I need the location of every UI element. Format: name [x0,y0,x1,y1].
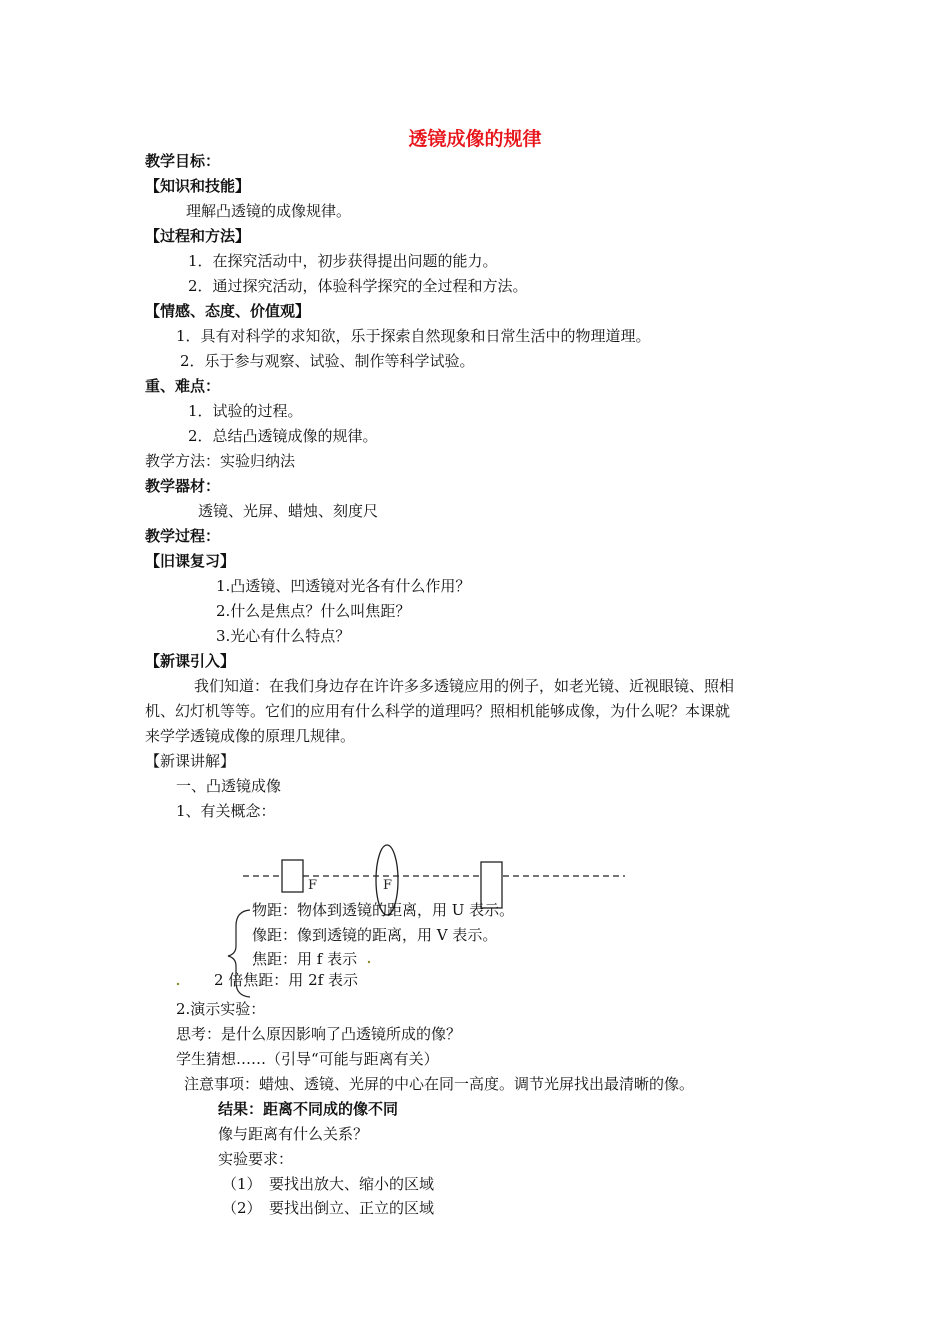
concept-double-focal-length: 2 倍焦距：用 2f 表示 [214,971,358,989]
experiment-requirements: 实验要求： [218,1150,294,1168]
heading-key-points: 重、难点： [145,377,221,395]
knowledge-item: 理解凸透镜的成像规律。 [186,202,352,220]
focus-label-left: F [308,878,318,893]
stray-dot [177,983,179,985]
heading-procedure: 教学过程： [145,527,221,545]
focus-label-right: F [383,878,393,893]
review-item-3: 3.光心有什么特点？ [216,627,351,645]
teaching-method: 教学方法：实验归纳法 [145,452,296,470]
concept-image-distance: 像距：像到透镜的距离，用 V 表示。 [252,926,498,944]
equipment-list: 透镜、光屏、蜡烛、刻度尺 [198,502,379,520]
process-item-1: 1．在探究活动中，初步获得提出问题的能力。 [188,252,498,270]
page-title: 透镜成像的规律 [408,128,542,150]
heading-equipment: 教学器材： [145,477,221,495]
intro-paragraph-line-2: 机、幻灯机等等。它们的应用有什么科学的道理吗？照相机能够成像，为什么呢？本课就 [145,702,731,720]
review-item-2: 2.什么是焦点？什么叫焦距？ [216,602,411,620]
heading-introduction: 【新课引入】 [145,652,236,670]
heading-values: 【情感、态度、价值观】 [145,302,311,320]
heading-process: 【过程和方法】 [145,227,251,245]
intro-paragraph-line-1: 我们知道：在我们身边存在许许多多透镜应用的例子，如老光镜、近视眼镜、照相 [194,677,735,695]
notes: 注意事项：蜡烛、透镜、光屏的中心在同一高度。调节光屏找出最清晰的像。 [184,1075,695,1093]
section-convex-lens: 一、凸透镜成像 [176,777,282,795]
relation-question: 像与距离有什么关系？ [218,1125,369,1143]
requirement-2: （2） 要找出倒立、正立的区域 [222,1199,435,1217]
values-item-1: 1．具有对科学的求知欲，乐于探索自然现象和日常生活中的物理道理。 [176,327,651,345]
subsection-concepts: 1、有关概念： [176,802,276,820]
values-item-2: 2．乐于参与观察、试验、制作等科学试验。 [180,352,475,370]
concept-focal-length: 焦距：用 f 表示 [252,950,358,968]
review-item-1: 1.凸透镜、凹透镜对光各有什么作用？ [216,577,471,595]
stray-dot [368,961,370,963]
subsection-demo: 2.演示实验： [176,1000,266,1018]
intro-paragraph-line-3: 来学学透镜成像的原理几规律。 [145,727,356,745]
requirement-1: （1） 要找出放大、缩小的区域 [222,1175,435,1193]
result-statement: 结果：距离不同成的像不同 [218,1100,399,1118]
heading-review: 【旧课复习】 [145,552,236,570]
heading-knowledge: 【知识和技能】 [145,177,251,195]
student-guess: 学生猜想……（引导“可能与距离有关） [176,1050,439,1068]
thinking-question: 思考：是什么原因影响了凸透镜所成的像？ [176,1025,462,1043]
key-point-2: 2．总结凸透镜成像的规律。 [188,427,378,445]
concept-object-distance: 物距：物体到透镜的距离，用 U 表示。 [252,901,515,919]
key-point-1: 1．试验的过程。 [188,402,303,420]
heading-objectives: 教学目标： [145,152,221,170]
object-candle-box [282,860,303,892]
process-item-2: 2．通过探究活动，体验科学探究的全过程和方法。 [188,277,528,295]
heading-new-lesson: 【新课讲解】 [145,752,236,770]
